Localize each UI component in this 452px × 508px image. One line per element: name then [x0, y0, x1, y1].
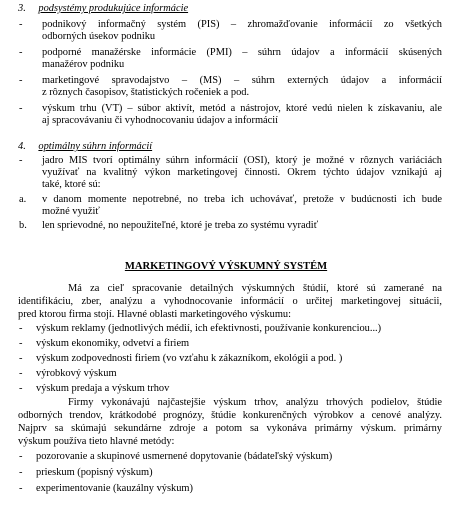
bullet-dash: - [19, 323, 23, 334]
paragraph-line: identifikáciu, zber, analýzu a vyhodnocovanie informácií o určitej marketingovej situácii, [18, 296, 442, 307]
list-item-line: manažérov podniku [42, 59, 125, 70]
section-4-number: 4. [18, 141, 26, 152]
bullet-dash: - [19, 103, 23, 114]
list-item-line: odborných úsekov podniku [42, 31, 156, 42]
bullet-dash: - [19, 338, 23, 349]
list-item: pozorovanie a skupinové usmernené dopytovanie (bádateľský výskum) [36, 451, 333, 462]
paragraph-line: také, ktoré sú: [42, 179, 101, 190]
paragraph-line: výskum používa tieto hlavné metódy: [18, 436, 175, 447]
paragraph-line: využívať na kvalitný výkon marketingovej činnosti. Okrem týchto údajov vznikajú aj [42, 167, 442, 178]
paragraph-line: jadro MIS tvorí optimálny súhrn informácií (OSI), ktorý je možné v rôznych variáciách [42, 155, 442, 166]
section-title: MARKETINGOVÝ VÝSKUMNÝ SYSTÉM [124, 261, 328, 272]
list-marker: a. [19, 194, 27, 205]
bullet-dash: - [19, 368, 23, 379]
paragraph-line: Najprv sa skúmajú sekundárne zdroje a potom sa vykonáva primárny výskum. primárny [18, 423, 442, 434]
list-marker: b. [19, 220, 27, 231]
section-3-title: podsystémy produkujúce informácie [38, 3, 189, 14]
section-3-number: 3. [18, 3, 26, 14]
list-item: výrobkový výskum [36, 368, 117, 379]
paragraph-line: pred ktorou firma stojí. Hlavné oblasti marketingového výskumu: [18, 309, 291, 320]
list-item: experimentovanie (kauzálny výskum) [36, 483, 193, 494]
list-item: výskum ekonomiky, odvetví a firiem [36, 338, 190, 349]
bullet-dash: - [19, 451, 23, 462]
paragraph-line: Firmy vykonávajú najčastejšie výskum trhov, analýzu trhových podielov, štúdie [68, 397, 442, 408]
list-item-line: aj spracovávaniu či vyhodnocovaniu údajov a informácií [42, 115, 279, 126]
list-item-line: podporné manažérske informácie (PMI) – súhrn údajov a informácií skúsených [42, 47, 442, 58]
section-3-heading [18, 3, 188, 15]
list-item: výskum predaja a výskum trhov [36, 383, 170, 394]
list-item-line: možné využiť [42, 206, 100, 217]
section-4-title: optimálny súhrn informácií [38, 141, 153, 152]
list-item-line: len sprievodné, no nepoužiteľné, ktoré je treba zo systému vyradiť [42, 220, 319, 231]
bullet-dash: - [19, 483, 23, 494]
list-item-line: výskum trhu (VT) – súbor aktivít, metód a nástrojov, ktoré vedú nielen k získavaniu, ale [42, 103, 442, 114]
list-item-line: z rôznych časopisov, štatistických ročeniek a pod. [42, 87, 250, 98]
list-item-line: marketingové spravodajstvo – (MS) – súhrn externých údajov a informácií [42, 75, 442, 86]
bullet-dash: - [19, 19, 23, 30]
list-item: prieskum (popisný výskum) [36, 467, 153, 478]
list-item: výskum reklamy (jednotlivých médií, ich efektivnosti, používanie konkurenciou...) [36, 323, 382, 334]
bullet-dash: - [19, 353, 23, 364]
bullet-dash: - [19, 467, 23, 478]
section-4-heading [18, 141, 152, 153]
list-item-line: podnikový informačný systém (PIS) – zhromažďovanie informácií zo všetkých [42, 19, 442, 30]
bullet-dash: - [19, 155, 23, 166]
paragraph-line: odborných trendov, krátkodobé prognózy, štúdie konkurenčných výrobkov a cenové analýzy. [18, 410, 442, 421]
list-item-line: v danom momente nepotrebné, no treba ich uchovávať, pretože v budúcnosti ich bude [42, 194, 442, 205]
bullet-dash: - [19, 383, 23, 394]
bullet-dash: - [19, 75, 23, 86]
bullet-dash: - [19, 47, 23, 58]
paragraph-line: Má za cieľ spracovanie detailných výskumných štúdií, ktoré sú zamerané na [68, 283, 442, 294]
list-item: výskum zodpovednosti firiem (vo vzťahu k zákazníkom, ekológii a pod. ) [36, 353, 343, 364]
